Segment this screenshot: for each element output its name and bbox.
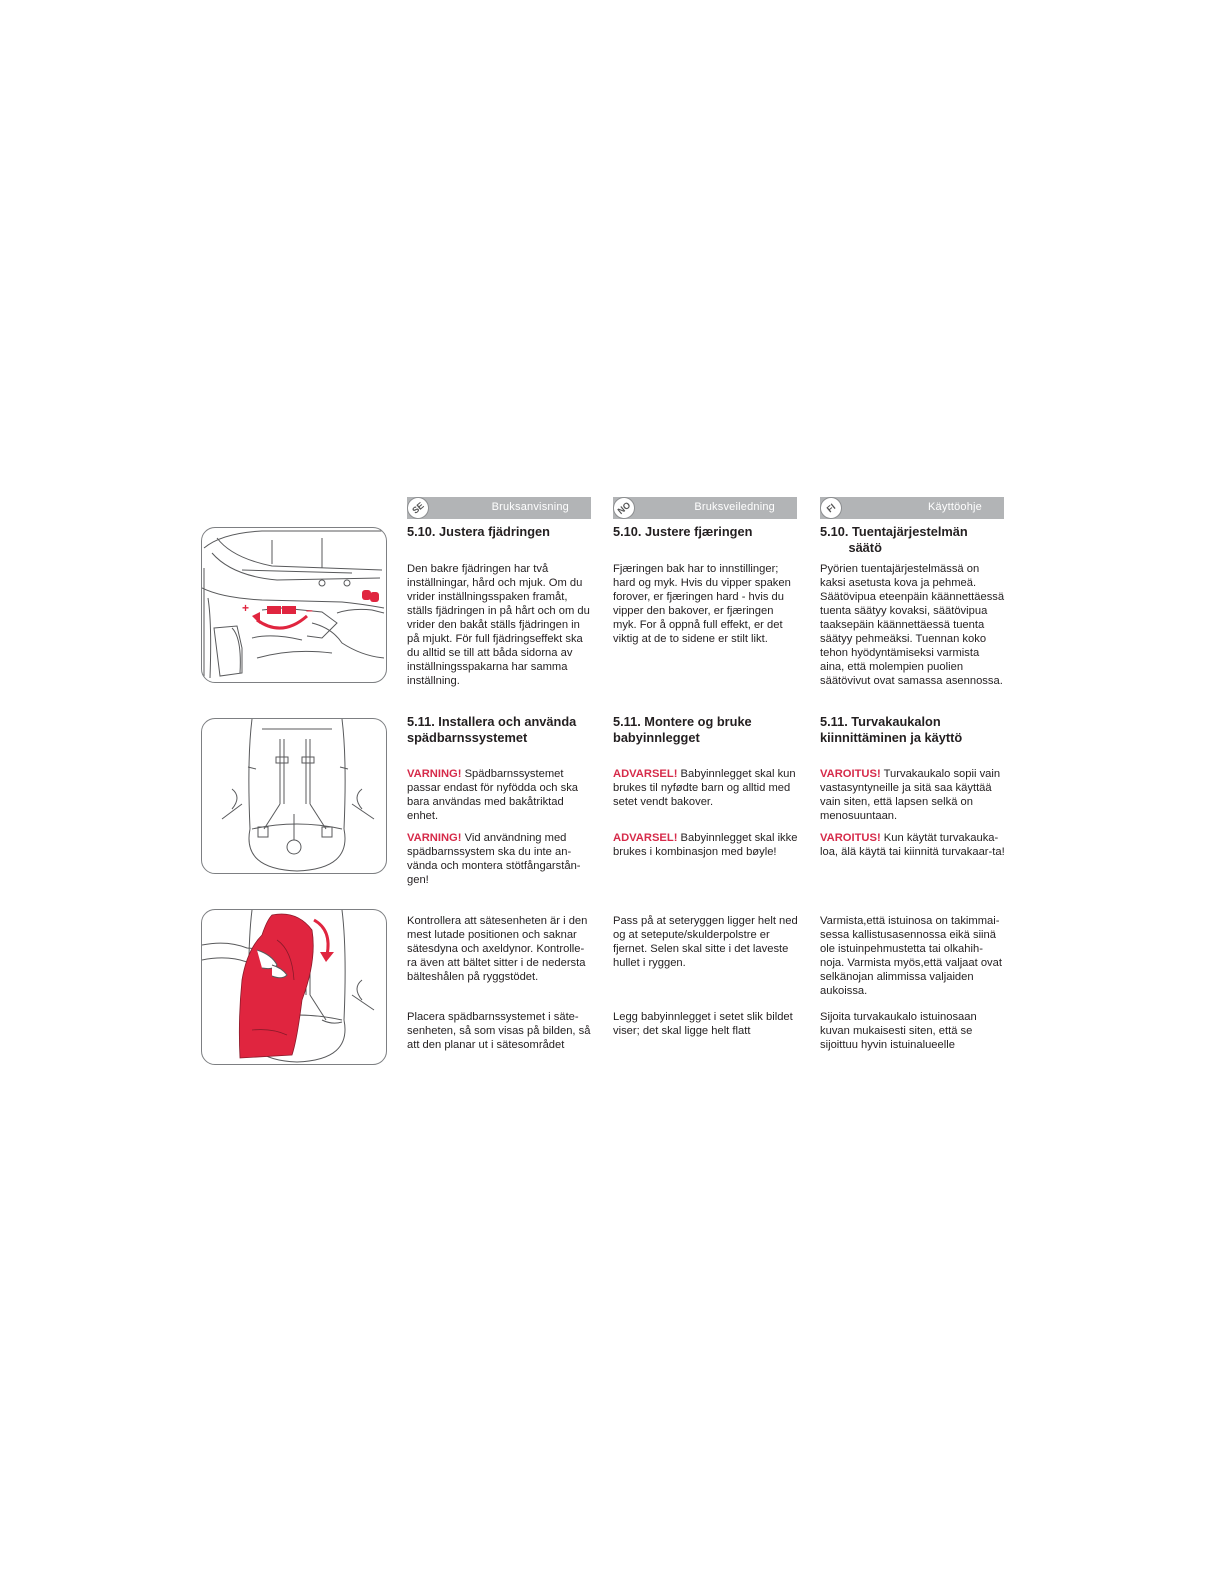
- plus-sign: +: [242, 601, 250, 615]
- warning-label: ADVARSEL!: [613, 832, 678, 844]
- suspension-lever-drawing: [202, 528, 385, 681]
- section-5-10-body-no: [613, 562, 799, 646]
- lang-header-fi: [820, 497, 1004, 519]
- step-text: Placera spädbarnssystemet i säte-senheten, så som visas på bilden, så att den planar ut i sätesområdet: [407, 1011, 591, 1051]
- lang-badge-fi: FI: [816, 493, 847, 524]
- section-title-5-11: 5.11. Montere og bruke babyinnlegget: [613, 714, 752, 745]
- warning-2-se: [407, 831, 593, 887]
- lang-header-no: [613, 497, 797, 519]
- insert-arrow: [314, 920, 328, 955]
- warning-text: Vid användning med spädbarnssystem ska du inte an-vända och montera stötfångarstån-gen!: [407, 832, 581, 886]
- warning-label: ADVARSEL!: [613, 768, 678, 780]
- section-body-5-10: Fjæringen bak har to innstillinger; hard og myk. Hvis du vipper spaken forover, er fjæringen hard - hvis du vipper den bakover, er fjæringen myk. For å oppnå full effekt, er det viktig at de to sidene er stilt likt.: [613, 563, 791, 645]
- section-5-10-title-fi: [820, 524, 1006, 556]
- warning-paragraph: [820, 831, 1006, 859]
- rotate-arrow: [257, 616, 307, 628]
- warning-text: Spädbarnssystemet passar endast för nyfödda och ska bara användas med bakåtriktad enhet.: [407, 768, 579, 822]
- warning-text: Kun käytät turvakauka-loa, älä käytä tai kiinnitä turvakaar-ta!: [820, 832, 1005, 858]
- section-title-5-11: 5.11. Installera och använda spädbarnssystemet: [407, 714, 577, 745]
- warning-paragraph: [407, 767, 593, 823]
- lang-header-title: Bruksanvisning: [491, 501, 569, 513]
- warning-1-se: [407, 767, 593, 823]
- lang-badge-se: SE: [403, 493, 434, 524]
- warning-text: Babyinnlegget skal kun brukes til nyfødte barn og alltid med setet vendt bakover.: [613, 768, 796, 808]
- seat-harness-drawing: [202, 719, 385, 872]
- warning-paragraph: [407, 831, 593, 887]
- warning-2-no: [613, 831, 799, 859]
- step-1-fi: [820, 914, 1006, 998]
- warning-label: VAROITUS!: [820, 768, 881, 780]
- warning-2-fi: [820, 831, 1006, 859]
- section-body-5-10: Den bakre fjädringen har två inställningar, hård och mjuk. Om du vrider inställningsspaken framåt, ställs fjädringen in på hårt och om du vrider den bakåt ställs fjädringen in på mjukt. För full fjädringseffekt ska du alltid se till att båda sidorna av inställningsspakarna har samma inställning.: [407, 563, 590, 687]
- section-title-5-10: 5.10. Justera fjädringen: [407, 524, 550, 539]
- section-5-10-body-fi: [820, 562, 1006, 688]
- warning-text: Turvakaukalo sopii vain vastasyntyneille ja sitä saa käyttää vain siten, että lapsen selkä on menosuuntaan.: [820, 768, 1001, 822]
- step-1-se: [407, 914, 593, 984]
- step-1-no: [613, 914, 799, 970]
- step-text: Pass på at seteryggen ligger helt ned og at setepute/skulderpolstre er fjernet. Selen skal sitte i det laveste hullet i ryggen.: [613, 915, 798, 969]
- lang-header-se: [407, 497, 591, 519]
- minus-sign: –: [306, 603, 313, 617]
- warning-1-no: [613, 767, 799, 809]
- warning-text: Babyinnlegget skal ikke brukes i kombinasjon med bøyle!: [613, 832, 798, 858]
- step-2-no: [613, 1010, 799, 1038]
- lang-header-title: Bruksveiledning: [694, 501, 775, 513]
- seat-harness-illustration: [201, 718, 387, 874]
- step-text: Kontrollera att sätesenheten är i den mest lutade positionen och saknar sätesdyna och axeldynor. Kontrolle-ra även att bältet sitter i de nedersta bälteshålen på ryggstödet.: [407, 915, 588, 983]
- step-text: Sijoita turvakaukalo istuinosaan kuvan mukaisesti siten, että se sijoittuu hyvin istuinalueelle: [820, 1011, 977, 1051]
- lang-header-title: Käyttöohje: [928, 501, 982, 513]
- warning-label: VARNING!: [407, 768, 462, 780]
- lang-badge-no: NO: [609, 493, 640, 524]
- warning-1-fi: [820, 767, 1006, 823]
- section-title-5-10: 5.10. Justere fjæringen: [613, 524, 753, 539]
- section-5-11-title-no: [613, 714, 799, 746]
- section-body-5-10: Pyörien tuentajärjestelmässä on kaksi asetusta kova ja pehmeä. Säätövipua eteenpäin käännettäessä tuenta säätyy kovaksi, säätövipua taaksepäin käännettäessä tuenta säätyy pehmeäksi. Tuennan koko tehon hyödyntämiseksi varmista aina, että molempien puolien säätövivut ovat samassa asennossa.: [820, 563, 1005, 687]
- section-5-10-body-se: [407, 562, 593, 688]
- infant-insert-drawing: [202, 910, 385, 1063]
- lever-red: [267, 606, 281, 614]
- step-2-se: [407, 1010, 593, 1052]
- warning-label: VARNING!: [407, 832, 462, 844]
- section-5-11-title-se: [407, 714, 593, 746]
- warning-paragraph: [613, 767, 799, 809]
- infant-insert-illustration: [201, 909, 387, 1065]
- warning-label: VAROITUS!: [820, 832, 881, 844]
- warning-paragraph: [613, 831, 799, 859]
- section-5-10-title-se: [407, 524, 593, 540]
- step-text: Varmista,että istuinosa on takimmai-sessa kallistusasennossa eikä siinä ole istuinpehmustetta tai olkahih-noja. Varmista myös,että valjaat ovat selkänojan alimmissa valjaiden aukoissa.: [820, 915, 1002, 997]
- suspension-lever-illustration: [201, 527, 387, 683]
- infant-insert-red: [239, 914, 313, 1058]
- section-5-11-title-fi: [820, 714, 1006, 746]
- step-2-fi: [820, 1010, 1006, 1052]
- section-5-10-title-no: [613, 524, 799, 540]
- step-text: Legg babyinnlegget i setet slik bildet viser; det skal ligge helt flatt: [613, 1011, 793, 1037]
- section-title-5-10: 5.10. Tuentajärjestelmän säätö: [820, 524, 968, 555]
- warning-paragraph: [820, 767, 1006, 823]
- section-title-5-11: 5.11. Turvakaukalon kiinnittäminen ja käyttö: [820, 714, 963, 745]
